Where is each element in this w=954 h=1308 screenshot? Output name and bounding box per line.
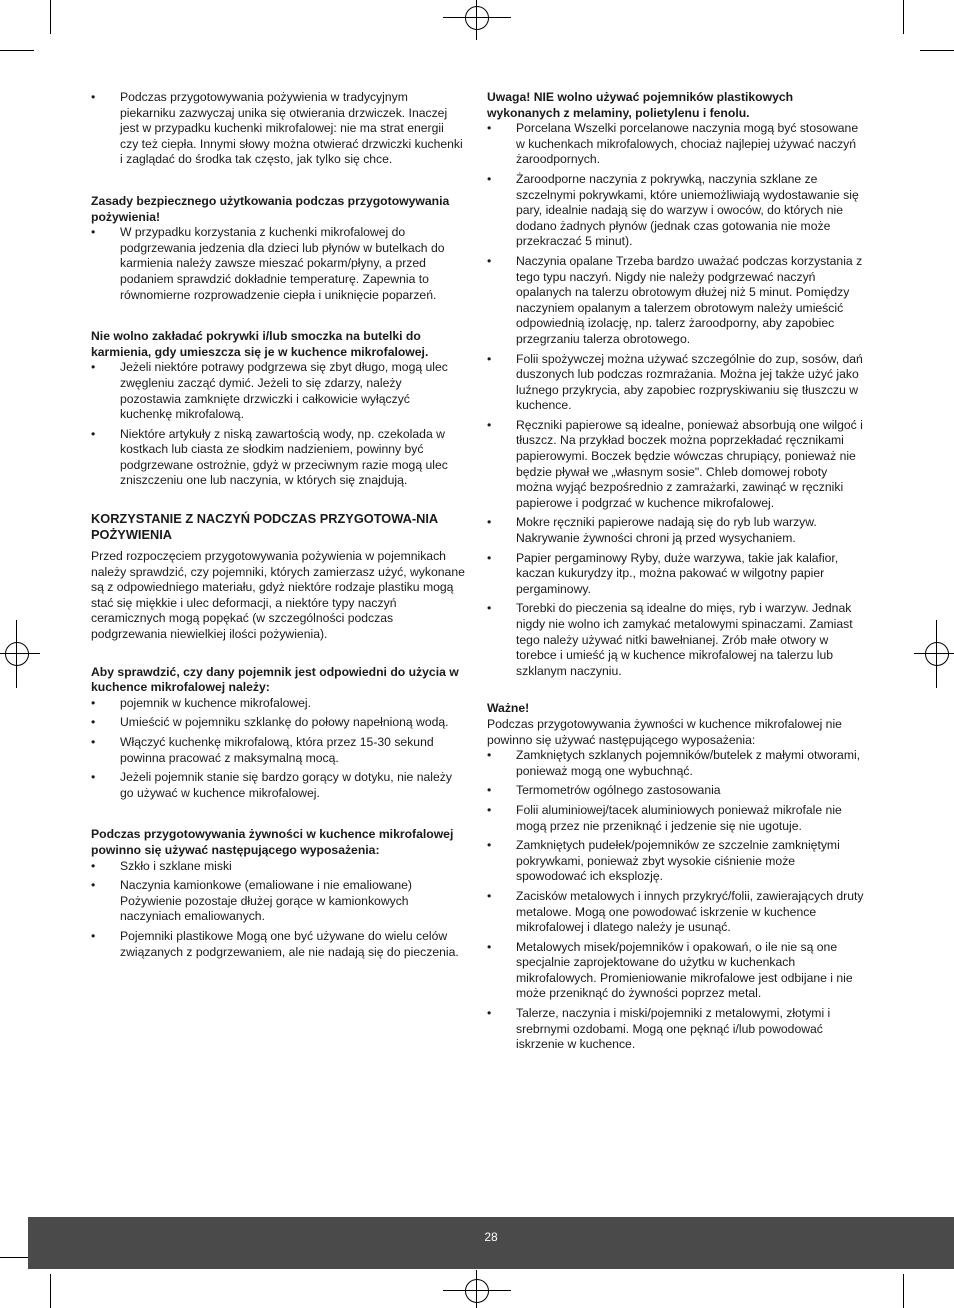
list-item: • Mokre ręczniki papierowe nadają się do ryb lub warzyw. Nakrywanie żywności chroni ją przed wysychaniem. xyxy=(487,515,865,546)
list-item: • Ręczniki papierowe są idealne, ponieważ absorbują one wilgoć i tłuszcz. Na przykład boczek można poprzekładać ręcznikami papierowymi. Boczek będzie wówczas chrupiący, ponieważ nie będzie pływał we „własnym sosie". Chleb domowej roboty można wyjąć bezpośrednio z zamrażarki, zawinąć w ręczniki papierowe i podgrzać w kuchence mikrofalowej. xyxy=(487,418,865,512)
bullet-list xyxy=(91,225,465,303)
paragraph: Podczas przygotowywania żywności w kuchence mikrofalowej nie powinno się używać następującego wyposażenia: xyxy=(487,716,842,747)
list-item: • Naczynia opalane Trzeba bardzo uważać podczas korzystania z tego typu naczyń. Nigdy nie należy podgrzewać naczyń opalanych na talerzu obrotowym dłużej niż 5 minut. Pomiędzy naczyniem opalanym a talerzem obrotowym należy umieścić odpowiednią izolację, np. talerz żaroodporny, aby zapobiec przegrzaniu talerza obrotowego. xyxy=(487,254,865,348)
right-column xyxy=(487,90,865,1057)
list-item: • Termometrów ogólnego zastosowania xyxy=(487,783,865,799)
list-item: • Umieścić w pojemniku szklankę do połowy napełnioną wodą. xyxy=(91,715,465,731)
list-item: • Porcelana Wszelki porcelanowe naczynia mogą być stosowane w kuchenkach mikrofalowych, chociaż najlepiej używać naczyń żaroodpornych. xyxy=(487,121,865,168)
list-item: • Zacisków metalowych i innych przykryć/folii, zawierających druty metalowe. Mogą one powodować iskrzenie w kuchence mikrofalowej i dlatego należy je usunąć. xyxy=(487,889,865,936)
list-item: • Zamkniętych pudełek/pojemników ze szczelnie zamkniętymi pokrywkami, ponieważ zbyt wysokie ciśnienie może spowodować ich eksplozję. xyxy=(487,838,865,885)
crop-mark xyxy=(50,1274,51,1308)
list-item: • Talerze, naczynia i miski/pojemniki z metalowymi, złotymi i srebrnymi ozdobami. Mogą one pęknąć i/lub powodować iskrzenie w kuchence. xyxy=(487,1006,865,1053)
section-heading: Aby sprawdzić, czy dany pojemnik jest odpowiedni do użycia w kuchence mikrofalowej należy: xyxy=(91,664,459,695)
footer-bar xyxy=(28,1217,954,1269)
list-item: • Niektóre artykuły z niską zawartością wody, np. czekolada w kostkach lub ciasta ze słodkim nadzieniem, powinny być podgrzewane ostrożnie, gdyż w przeciwnym razie mogą ulec zniszczeniu one lub naczynia, w których się znajdują. xyxy=(91,427,465,489)
section-title: KORZYSTANIE Z NACZYŃ PODCZAS PRZYGOTOWA-NIA POŻYWIENIA xyxy=(91,511,438,543)
list-item: • pojemnik w kuchence mikrofalowej. xyxy=(91,696,465,712)
list-item: • Zamkniętych szklanych pojemników/butelek z małymi otworami, ponieważ mogą one wybuchnąć. xyxy=(487,748,865,779)
section-heading: Podczas przygotowywania żywności w kuchence mikrofalowej powinno się używać następującego wyposażenia: xyxy=(91,827,454,857)
list-item: • Naczynia kamionkowe (emaliowane i nie emaliowane) Pożywienie pozostaje dłużej gorące w kamionkowych naczyniach emaliowanych. xyxy=(91,878,465,925)
section-heading: Uwaga! NIE wolno używać pojemników plastikowych wykonanych z melaminy, polietylenu i fenolu. xyxy=(487,90,794,120)
bullet-list xyxy=(91,360,465,489)
left-column xyxy=(91,90,465,964)
bullet-list xyxy=(91,859,465,961)
list-item: • Podczas przygotowywania pożywienia w tradycyjnym piekarniku zazwyczaj unika się otwierania drzwiczek. Inaczej jest w przypadku kuchenki mikrofalowej: nie ma strat energii czy też ciepła. Innymi słowy można otwierać drzwiczki kuchenki i zaglądać do środka tak często, jak tylko się chce. xyxy=(91,90,465,168)
bullet-list xyxy=(91,90,465,168)
list-item: • Jeżeli niektóre potrawy podgrzewa się zbyt długo, mogą ulec zwęgleniu zacząć dymić. Jeżeli to się zdarzy, należy pozostawia zamknięte drzwiczki i całkowicie wyłączyć kuchenkę mikrofalową. xyxy=(91,360,465,422)
list-item: • Folii aluminiowej/tacek aluminiowych ponieważ mikrofale nie mogą przez nie przeniknąć i jedzenie się nie ugotuje. xyxy=(487,803,865,834)
list-item: • Włączyć kuchenkę mikrofalową, która przez 15-30 sekund powinna pracować z maksymalną mocą. xyxy=(91,735,465,766)
bullet-list xyxy=(487,748,865,1053)
section-heading: Ważne! xyxy=(487,701,530,716)
list-item: • Żaroodporne naczynia z pokrywką, naczynia szklane ze szczelnymi pokrywkami, które uniemożliwiają wydostawanie się pary, idealnie nadają się do warzyw i owoców, do których nie dodano żadnych płynów (jednak czas gotowania nie może przekraczać 5 minut). xyxy=(487,172,865,250)
crop-mark xyxy=(903,1274,904,1308)
bullet-list xyxy=(487,121,865,679)
crop-mark xyxy=(50,0,51,34)
list-item: • Folii spożywczej można używać szczególnie do zup, sosów, dań duszonych lub podczas rozmrażania. Można jej także użyć jako luźnego przykrycia, aby zapobiec rozpryskiwaniu się tłuszczu w kuchence. xyxy=(487,352,865,414)
paragraph: Przed rozpoczęciem przygotowywania pożywienia w pojemnikach należy sprawdzić, czy pojemniki, których zamierzasz użyć, wykonane są z odpowiedniego materiału, gdyż niektóre rodzaje plastiku mogą stać się miękkie i ulec deformacji, a niektóre typy naczyń ceramicznych mogą popękać (w szczególności podczas podgrzewania niewielkiej ilości pożywienia). xyxy=(91,549,465,642)
list-item: • Papier pergaminowy Ryby, duże warzywa, takie jak kalafior, kaczan kukurydzy itp., można pakować w wilgotny papier pergaminowy. xyxy=(487,551,865,598)
list-item: • Szkło i szklane miski xyxy=(91,859,465,875)
list-item: • Pojemniki plastikowe Mogą one być używane do wielu celów związanych z podgrzewaniem, ale nie nadają się do pieczenia. xyxy=(91,929,465,960)
list-item: • W przypadku korzystania z kuchenki mikrofalowej do podgrzewania jedzenia dla dzieci lub płynów w butelkach do karmienia należy zawsze mieszać pokarm/płyny, a przed podaniem sprawdzić dokładnie temperaturę. Zapewnia to równomierne rozprowadzenie ciepła i uniknięcie poparzeń. xyxy=(91,225,465,303)
list-item: • Jeżeli pojemnik stanie się bardzo gorący w dotyku, nie należy go używać w kuchence mikrofalowej. xyxy=(91,770,465,801)
page-number: 28 xyxy=(484,1230,498,1244)
list-item: • Metalowych misek/pojemników i opakowań, o ile nie są one specjalnie zaprojektowane do użytku w kuchenkach mikrofalowych. Promieniowanie mikrofalowe jest odbijane i nie może przeniknąć do żywności poprzez metal. xyxy=(487,940,865,1002)
crop-mark xyxy=(0,50,34,51)
section-heading: Nie wolno zakładać pokrywki i/lub smoczka na butelki do karmienia, gdy umieszcza się je w kuchence mikrofalowej. xyxy=(91,329,429,359)
list-item: • Torebki do pieczenia są idealne do mięs, ryb i warzyw. Jednak nigdy nie wolno ich zamykać metalowymi spinaczami. Zamiast tego należy używać nitki bawełnianej. Zrób małe otwory w torebce i umieść ją w kuchence mikrofalowej na talerzu lub szklanym naczyniu. xyxy=(487,601,865,679)
section-heading: Zasady bezpiecznego użytkowania podczas przygotowywania pożywienia! xyxy=(91,193,450,224)
crop-mark xyxy=(903,0,904,34)
bullet-list xyxy=(91,696,465,802)
crop-mark xyxy=(920,50,954,51)
